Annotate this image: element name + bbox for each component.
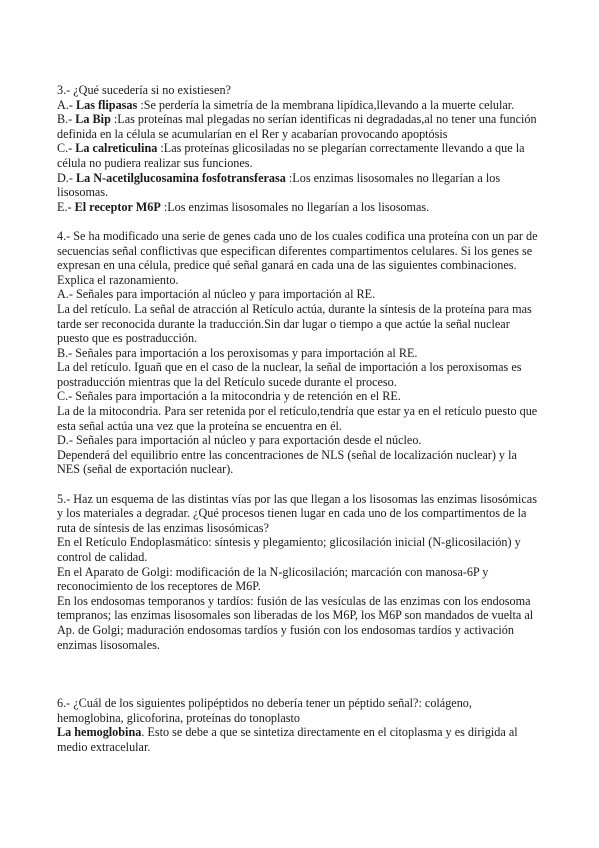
- answer-3a: [57, 98, 539, 113]
- answer-prefix: D.-: [57, 170, 76, 185]
- answer-text: . Esto se debe a que se sintetiza directamente en el citoplasma y es dirigida al medio extracelular.: [57, 725, 518, 754]
- answer-line: D.- Señales para importación al núcleo y para exportación desde el núcleo.: [57, 433, 422, 448]
- answer-3c: [57, 141, 539, 170]
- answer-line: C.- Señales para importación a la mitocondria y de retención en el RE.: [57, 389, 401, 404]
- spacer: [57, 477, 539, 492]
- question-4-section: [57, 229, 539, 477]
- question-5-text: 5.- Haz un esquema de las distintas vías por las que llegan a los lisosomas las enzimas lisosómicas y los materiales a degradar. ¿Qué procesos tienen lugar en cada uno de los compartimentos de la ruta de síntesis de las enzimas lisosómicas?: [57, 491, 537, 535]
- question-6-text: 6.- ¿Cuál de los siguientes polipéptidos no debería tener un péptido señal?: colágeno, hemoglobina, glicoforina, proteínas do tonoplasto: [57, 696, 472, 725]
- answer-text: :Las proteínas glicosiladas no se plegarían correctamente llevando a que la célula no pudiera realizar sus funciones.: [57, 141, 525, 170]
- answer-line: En el Retículo Endoplasmático: síntesis y plegamiento; glicosilación inicial (N-glicosilación) y control de calidad.: [57, 535, 521, 564]
- answer-prefix: C.-: [57, 141, 76, 156]
- answer-text: :Los enzimas lisosomales no llegarían a los lisosomas.: [160, 199, 430, 214]
- answer-line: En los endosomas temporanos y tardíos: fusión de las vesículas de las enzimas con los endosoma tempranos; las enzimas lisosomales son liberadas de los M6P, los M6P son mandados de vuelta al Ap. de Golgi; maduración endosomas tardíos y fusión con los endosomas tardíos y activación enzimas lisosomales.: [57, 593, 534, 652]
- answer-term: La Bip: [75, 112, 111, 127]
- answer-6: [57, 725, 539, 754]
- answer-3e: [57, 200, 539, 215]
- answer-term: El receptor M6P: [74, 199, 161, 214]
- question-3-section: [57, 83, 539, 214]
- answer-term: La N-acetilglucosamina fosfotransferasa: [75, 170, 286, 185]
- question-3-title: 3.- ¿Qué sucedería si no existiesen?: [57, 83, 231, 97]
- answer-3d: [57, 171, 539, 200]
- answer-text: :Los enzimas lisosomales no llegarían a los lisosomas.: [57, 170, 501, 200]
- answer-term: Las flipasas: [75, 97, 138, 112]
- answer-line: Dependerá del equilibrio entre las concentraciones de NLS (señal de localización nuclear) y la NES (señal de exportación nuclear).: [57, 447, 517, 477]
- answer-text: :Las proteínas mal plegadas no serían identificas ni degradadas,al no tener una función definida en la célula se acumularían en el Rer y acabarían provocando apoptósis: [57, 112, 537, 141]
- question-4-text: 4.- Se ha modificado una serie de genes cada uno de los cuales codifica una proteína con un par de secuencias señal conflictivas que especifican diferentes compartimentos celulares. Si los genes se expresan en una célula, predice qué señal ganará en cada una de las siguientes combinaciones. Explica el razonamiento.: [57, 228, 538, 287]
- spacer: [57, 214, 539, 229]
- answer-term: La hemoglobina: [57, 725, 142, 740]
- answer-prefix: B.-: [57, 112, 76, 127]
- answer-prefix: A.-: [57, 97, 76, 112]
- question-6-section: [57, 696, 539, 754]
- answer-line: B.- Señales para importación a los peroxisomas y para importación al RE.: [57, 345, 418, 360]
- answer-term: La calreticulina: [75, 141, 158, 156]
- answer-line: La del retículo. La señal de atracción al Retículo actúa, durante la síntesis de la proteína para mas tarde ser reconocida durante la traducción.Sin dar lugar o tiempo a que actúe la señal nuclear puesto que es postraducción.: [57, 301, 532, 346]
- question-5-section: [57, 492, 539, 653]
- spacer: [57, 652, 539, 696]
- answer-line: La de la mitocondria. Para ser retenida por el retículo,tendría que estar ya en el retículo puesto que esta señal actúa una vez que la proteína se encuentra en él.: [57, 404, 538, 433]
- answer-line: A.- Señales para importación al núcleo y para importación al RE.: [57, 287, 376, 302]
- answer-prefix: E.-: [57, 199, 75, 214]
- answer-text: :Se perdería la simetría de la membrana lipídica,llevando a la muerte celular.: [137, 97, 515, 112]
- answer-line: La del retículo. Iguañ que en el caso de la nuclear, la señal de importación a los peroxisomas es postraducción mientras que la del Retículo sucede durante el proceso.: [57, 360, 522, 389]
- answer-3b: [57, 112, 539, 141]
- answer-line: En el Aparato de Golgi: modificación de la N-glicosilación; marcación con manosa-6P y reconocimiento de los receptores de M6P.: [57, 564, 489, 594]
